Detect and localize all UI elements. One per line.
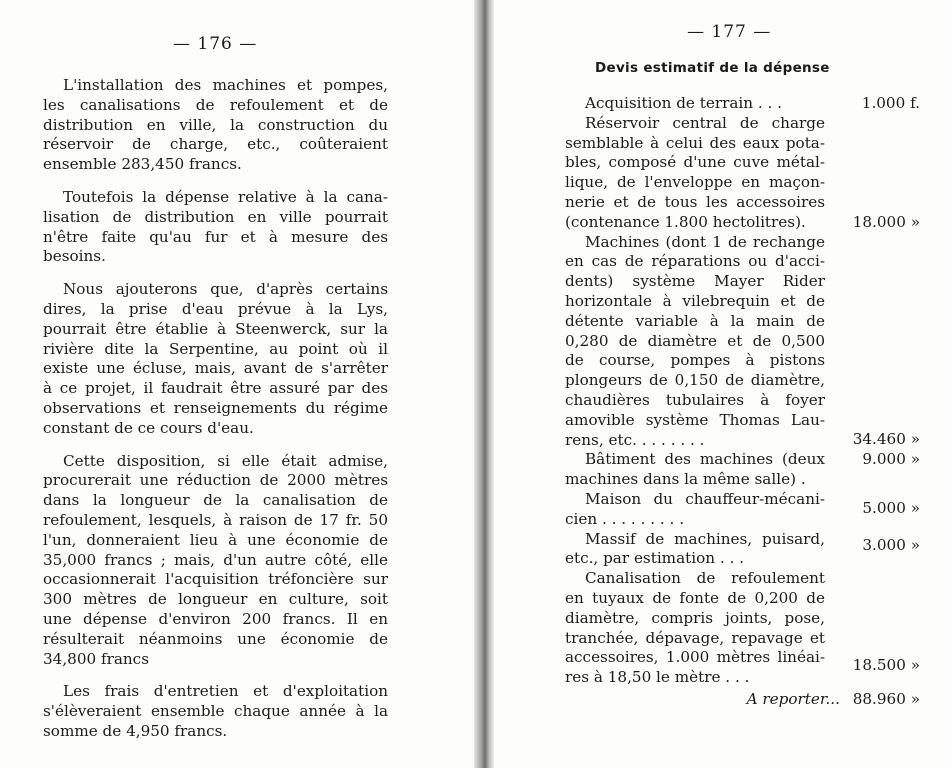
text-line: lisation de distribution en ville pourrait xyxy=(43,207,388,226)
estimate-item xyxy=(565,94,920,114)
carry-forward xyxy=(700,690,920,708)
item-line: plongeurs de 0,150 de diamètre, xyxy=(565,371,825,390)
item-line: en cas de réparations ou d'acci- xyxy=(565,252,825,271)
item-line: chaudières tubulaires à foyer xyxy=(565,390,825,409)
item-amount: 34.460 » xyxy=(852,430,920,449)
carry-forward-amount: 88.960 » xyxy=(852,690,920,708)
paragraph xyxy=(43,76,388,175)
item-line: rens, etc. . . . . . . . xyxy=(565,430,705,449)
item-line: détente variable à la main de xyxy=(565,311,825,330)
item-line: Acquisition de terrain . . . xyxy=(585,94,783,112)
item-amount: 3.000 » xyxy=(862,535,920,554)
item-line: cien . . . . . . . . . xyxy=(565,509,685,528)
item-line: nerie et de tous les accessoires xyxy=(565,192,825,211)
item-amount: 5.000 » xyxy=(862,498,920,517)
text-line: pourrait être établie à Steenwerck, sur la xyxy=(43,319,388,338)
estimate-item xyxy=(565,450,920,490)
text-line: 300 mètres de longueur en culture, soit xyxy=(43,590,388,609)
item-line: bles, composé d'une cuve métal- xyxy=(565,153,825,172)
item-amount: 9.000 » xyxy=(862,450,920,469)
item-line: semblable à celui des eaux pota- xyxy=(565,133,825,152)
text-line: rivière dite la Serpentine, au point où il xyxy=(43,339,388,358)
text-line: 35,000 francs ; mais, d'un autre côté, elle xyxy=(43,550,388,569)
item-line: lique, de l'enveloppe en maçon- xyxy=(565,173,825,192)
paragraph xyxy=(43,452,388,670)
item-amount: 18.000 » xyxy=(852,212,920,231)
left-page-body xyxy=(43,76,388,755)
text-line: Les frais d'entretien et d'exploitation xyxy=(63,682,388,701)
item-line: de course, pompes à pistons xyxy=(565,351,825,370)
item-amount: 18.500 » xyxy=(852,656,920,674)
estimate-item xyxy=(565,490,920,530)
text-line: observations et renseignements du régime xyxy=(43,398,388,417)
item-line: Réservoir central de charge xyxy=(585,113,825,132)
text-line: dans la longueur de la canalisation de xyxy=(43,491,388,510)
item-line: res à 18,50 le mètre . . . xyxy=(565,668,750,687)
item-line: 0,280 de diamètre et de 0,500 xyxy=(565,331,825,350)
paragraph xyxy=(43,682,388,741)
item-line: etc., par estimation . . . xyxy=(565,549,744,568)
item-line: Machines (dont 1 de rechange xyxy=(585,232,825,251)
estimate-list xyxy=(565,94,920,688)
text-line: s'élèveraient ensemble chaque année à la xyxy=(43,702,388,721)
item-line: horizontale à vilebrequin et de xyxy=(565,291,825,310)
estimate-item xyxy=(565,569,920,688)
item-line: diamètre, compris joints, pose, xyxy=(565,608,825,627)
item-line: Maison du chauffeur-mécani- xyxy=(585,489,825,508)
text-line: constant de ce cours d'eau. xyxy=(43,418,254,437)
text-line: les canalisations de refoulement et de xyxy=(43,95,388,114)
text-line: résulterait néanmoins une économie de xyxy=(43,629,388,648)
text-line: existe une écluse, mais, avant de s'arrêter xyxy=(43,359,388,378)
text-line: refoulement, lesquels, à raison de 17 fr. 50 xyxy=(43,510,388,529)
text-line: Cette disposition, si elle était admise, xyxy=(63,451,388,470)
estimate-item xyxy=(565,233,920,451)
estimate-item xyxy=(565,114,920,233)
text-line: procurerait une réduction de 2000 mètres xyxy=(43,471,388,490)
text-line: Nous ajouterons que, d'après certains xyxy=(63,280,388,299)
text-line: somme de 4,950 francs. xyxy=(43,721,228,740)
estimate-item xyxy=(565,530,920,570)
text-line: L'installation des machines et pompes, xyxy=(63,76,388,94)
text-line: distribution en ville, la construction du xyxy=(43,115,388,134)
item-line: Canalisation de refoulement xyxy=(585,569,825,588)
text-line: besoins. xyxy=(43,247,106,266)
text-line: n'être faite qu'au fur et à mesure des xyxy=(43,227,388,246)
item-line: dents) système Mayer Rider xyxy=(565,272,825,291)
text-line: 34,800 francs xyxy=(43,649,149,668)
item-line: (contenance 1.800 hectolitres). xyxy=(565,212,806,231)
item-line: Massif de machines, puisard, xyxy=(585,529,825,548)
item-line: Bâtiment des machines (deux xyxy=(585,450,825,469)
text-line: l'un, donneraient lieu à une économie de xyxy=(43,530,388,549)
item-amount: 1.000 f. xyxy=(861,93,920,112)
text-line: occasionnerait l'acquisition tréfoncière sur xyxy=(43,570,388,589)
right-page-number: — 177 — xyxy=(687,22,772,42)
book-gutter xyxy=(474,0,494,768)
item-line: accessoires, 1.000 mètres linéai- xyxy=(565,648,825,667)
text-line: réservoir de charge, etc., coûteraient xyxy=(43,135,388,154)
item-line: machines dans la même salle) . xyxy=(565,470,806,489)
text-line: à ce projet, il faudrait être assuré par des xyxy=(43,379,388,398)
item-line: tranchée, dépavage, repavage et xyxy=(565,628,825,647)
item-line: amovible système Thomas Lau- xyxy=(565,410,825,429)
text-line: ensemble 283,450 francs. xyxy=(43,155,242,174)
text-line: dires, la prise d'eau prévue à la Lys, xyxy=(43,299,388,318)
carry-forward-label: A reporter... xyxy=(746,690,840,708)
paragraph xyxy=(43,280,388,438)
left-page-number: — 176 — xyxy=(173,34,258,54)
paragraph xyxy=(43,188,388,267)
text-line: Toutefois la dépense relative à la cana- xyxy=(63,187,388,206)
item-line: en tuyaux de fonte de 0,200 de xyxy=(565,588,825,607)
estimate-title: Devis estimatif de la dépense xyxy=(595,60,830,76)
text-line: une dépense d'environ 200 francs. Il en xyxy=(43,609,388,628)
